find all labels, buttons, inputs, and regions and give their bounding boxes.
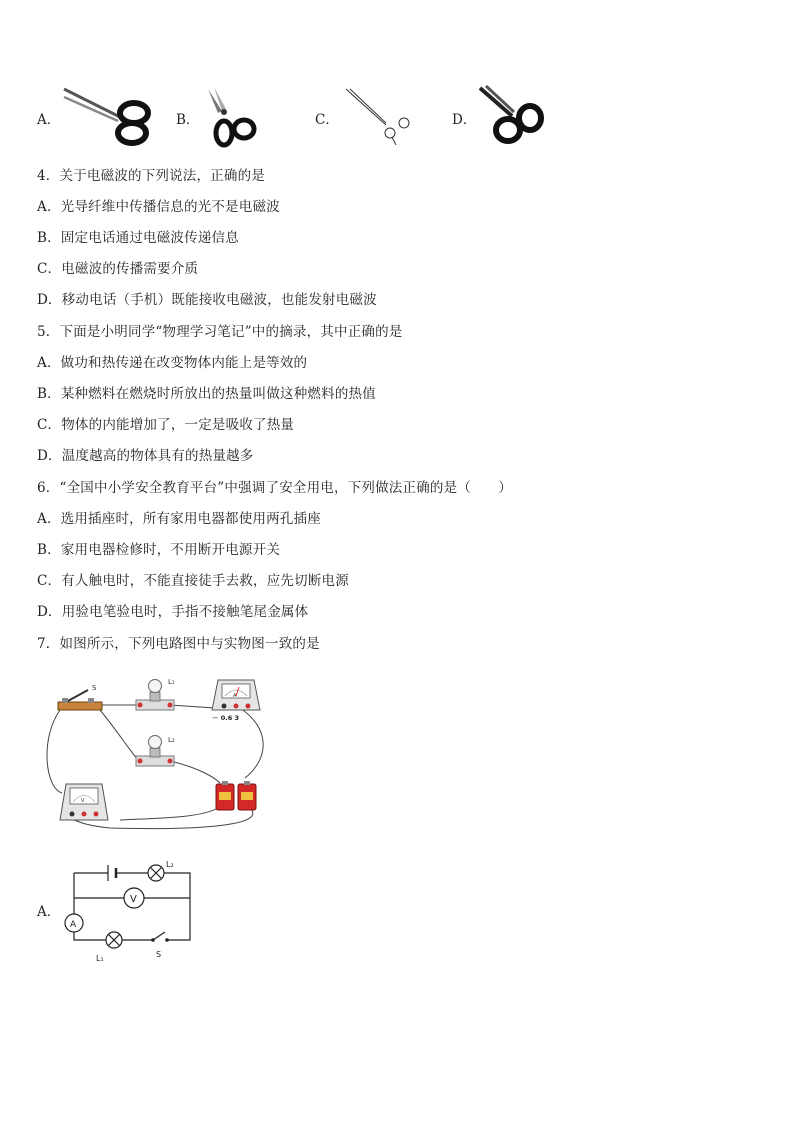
lamp-l2-label: L₂ xyxy=(168,736,175,744)
q6-option-c[interactable]: C．有人触电时，不能直接徒手去救，应先切断电源 xyxy=(37,573,349,589)
q6-stem: 6．“全国中小学安全教育平台”中强调了安全用电，下列做法正确的是（ ） xyxy=(37,480,513,496)
ammeter-symbol xyxy=(65,914,83,932)
ammeter-symbol: A xyxy=(233,693,237,699)
switch xyxy=(58,684,102,710)
physical-circuit-figure xyxy=(40,668,270,838)
q5-option-a[interactable]: A．做功和热传递在改变物体内能上是等效的 xyxy=(37,355,308,371)
option-a-switch-label: S xyxy=(156,950,162,959)
scissors-icon xyxy=(62,85,154,147)
q7-option-a-label: A． xyxy=(37,904,61,920)
q6-option-d[interactable]: D．用验电笔验电时，手指不接触笔尾金属体 xyxy=(37,604,309,620)
option-a-voltmeter-label: V xyxy=(130,894,137,905)
q5-option-b[interactable]: B．某种燃料在燃烧时所放出的热量叫做这种燃料的热值 xyxy=(37,386,376,402)
q4-option-d[interactable]: D．移动电话（手机）既能接收电磁波，也能发射电磁波 xyxy=(37,292,377,308)
q6-option-a[interactable]: A．选用插座时，所有家用电器都使用两孔插座 xyxy=(37,511,321,527)
option-a-lamp-l2-label: L₂ xyxy=(166,860,174,869)
scissors-icon xyxy=(200,85,262,147)
option-a-circuit-diagram xyxy=(60,855,200,965)
scissors-icon xyxy=(342,87,414,149)
q4-option-c[interactable]: C．电磁波的传播需要介质 xyxy=(37,261,199,277)
switch-symbol xyxy=(151,932,169,959)
lamp-l1 xyxy=(136,678,175,710)
q7-stem: 7．如图所示，下列电路图中与实物图一致的是 xyxy=(37,636,320,652)
q5-option-c[interactable]: C．物体的内能增加了，一定是吸收了热量 xyxy=(37,417,295,433)
voltmeter-symbol xyxy=(124,888,144,908)
lamp-l1-symbol xyxy=(96,932,122,963)
q3-option-b-label: B． xyxy=(176,112,200,128)
option-a-lamp-l1-label: L₁ xyxy=(96,954,104,963)
option-a-ammeter-label: A xyxy=(70,920,77,930)
q4-option-b[interactable]: B．固定电话通过电磁波传递信息 xyxy=(37,230,239,246)
q3-option-d-label: D． xyxy=(452,112,477,128)
lamp-l2-symbol xyxy=(148,860,174,881)
lamp-l2 xyxy=(136,736,175,767)
q4-stem: 4．关于电磁波的下列说法，正确的是 xyxy=(37,168,265,184)
q5-option-d[interactable]: D．温度越高的物体具有的热量越多 xyxy=(37,448,254,464)
switch-label: S xyxy=(92,684,97,692)
ammeter-scale-label: － 0.6 3 xyxy=(212,714,240,722)
q4-option-a[interactable]: A．光导纤维中传播信息的光不是电磁波 xyxy=(37,199,280,215)
q6-option-b[interactable]: B．家用电器检修时，不用断开电源开关 xyxy=(37,542,281,558)
battery-symbol xyxy=(108,865,116,881)
voltmeter-symbol: V xyxy=(81,798,85,804)
scissors-icon xyxy=(478,84,544,146)
ammeter xyxy=(212,680,260,722)
lamp-l1-label: L₁ xyxy=(168,678,175,686)
voltmeter xyxy=(60,784,108,820)
battery-pack xyxy=(216,781,256,810)
q5-stem: 5．下面是小明同学“物理学习笔记”中的摘录，其中正确的是 xyxy=(37,324,403,340)
q3-option-c-label: C． xyxy=(315,112,339,128)
q3-option-a-label: A． xyxy=(37,112,61,128)
